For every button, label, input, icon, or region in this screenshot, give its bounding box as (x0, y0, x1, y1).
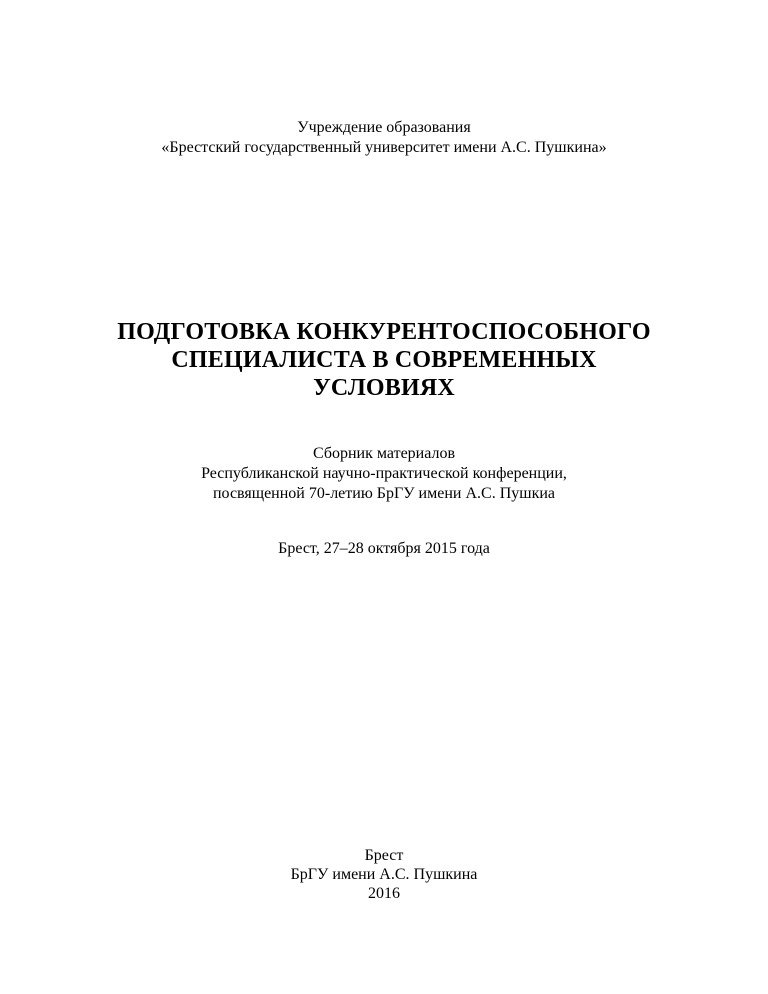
title-line-3: УСЛОВИЯХ (313, 375, 455, 401)
imprint-publisher: БрГУ имени А.С. Пушкина (290, 866, 478, 883)
imprint-year: 2016 (368, 885, 400, 902)
event-place-date-text: Брест, 27–28 октября 2015 года (278, 540, 490, 557)
document-subtitle (0, 444, 768, 504)
subtitle-line-2: Республиканской научно-практической конференции, (201, 465, 567, 482)
institution-heading (0, 118, 768, 158)
subtitle-line-3: посвященной 70-летию БрГУ имени А.С. Пушкиа (212, 485, 555, 502)
institution-line-1: Учреждение образования (297, 119, 471, 136)
imprint-city: Брест (364, 847, 404, 864)
publication-imprint (0, 846, 768, 903)
event-place-date (0, 539, 768, 559)
title-line-1: ПОДГОТОВКА КОНКУРЕНТОСПОСОБНОГО (117, 319, 651, 345)
document-title (0, 318, 768, 402)
institution-line-2: «Брестский государственный университет имени А.С. Пушкина» (161, 139, 607, 156)
title-line-2: СПЕЦИАЛИСТА В СОВРЕМЕННЫХ (171, 347, 597, 373)
subtitle-line-1: Сборник материалов (312, 445, 456, 462)
